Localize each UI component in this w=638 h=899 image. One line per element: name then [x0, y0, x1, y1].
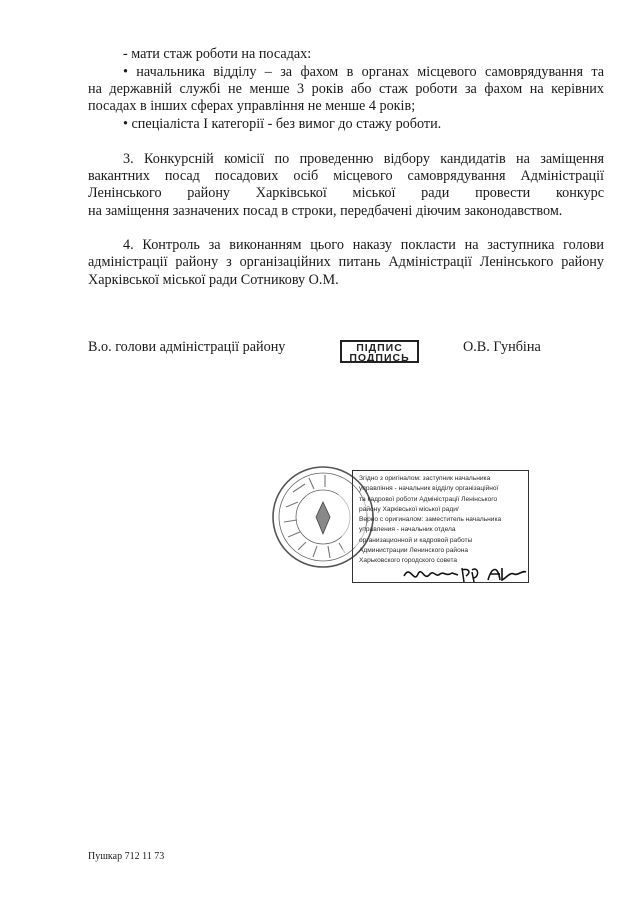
copy-stamp-line: управління - начальник відділу організаційної — [359, 485, 499, 493]
paragraph-4-line1: 4. Контроль за виконанням цього наказу покласти на заступника голови — [123, 237, 604, 253]
paragraph-4-line3: Харківської міської ради Сотникову О.М. — [88, 272, 339, 288]
copy-stamp-line: Администрации Ленинского района — [359, 547, 469, 555]
requirement-head-line2: на державній службі не менше 3 років або стаж роботи за фахом на керівних — [88, 81, 604, 97]
signatory-position: В.о. голови адміністрації району — [88, 339, 286, 355]
copy-stamp-line: управления - начальник отдела — [359, 526, 456, 534]
signature-stamp-line2: ПОДПИСЬ — [349, 352, 410, 364]
requirement-specialist: • спеціаліста I категорії - без вимог до стажу роботи. — [123, 116, 442, 132]
signature-stamp — [340, 340, 419, 363]
copy-stamp-line: Верно с оригиналом: заместитель начальника — [359, 516, 502, 524]
requirement-head-line3: посадах в інших сферах управління не менше 4 років; — [88, 98, 416, 114]
paragraph-4-line2: адміністрації району з організаційних питань Адміністрації Ленінського району — [88, 254, 604, 270]
paragraph-3-line4: на заміщення зазначених посад в строки, передбачені діючим законодавством. — [88, 203, 563, 219]
paragraph-3-line1: 3. Конкурсній комісії по проведенню відбору кандидатів на заміщення — [123, 151, 604, 167]
handwritten-signature-icon — [402, 562, 530, 588]
copy-stamp-line: району Харківської міської ради/ — [359, 505, 459, 513]
copy-stamp-line: та кадрової роботи Адміністрації Ленінського — [359, 495, 498, 503]
requirement-intro: - мати стаж роботи на посадах: — [123, 46, 312, 62]
signatory-name: О.В. Гунбіна — [463, 339, 541, 355]
copy-stamp-line: Згідно з оригіналом: заступник начальника — [359, 475, 491, 482]
paragraph-3-line3: Ленінського району Харківської міської ради провести конкурс — [88, 185, 604, 201]
footer-contact: Пушкар 712 11 73 — [88, 851, 165, 862]
signature-stamp-line1: ПІДПИС — [356, 342, 403, 354]
copy-stamp-line: Харьковского городского совета — [359, 557, 458, 565]
paragraph-3-line2: вакантних посад посадових осіб місцевого самоврядування Адміністрації — [88, 168, 604, 184]
requirement-head-line1: • начальника відділу – за фахом в органах місцевого самоврядування та — [123, 64, 604, 80]
copy-stamp-line: организационной и кадровой работы — [359, 536, 473, 544]
